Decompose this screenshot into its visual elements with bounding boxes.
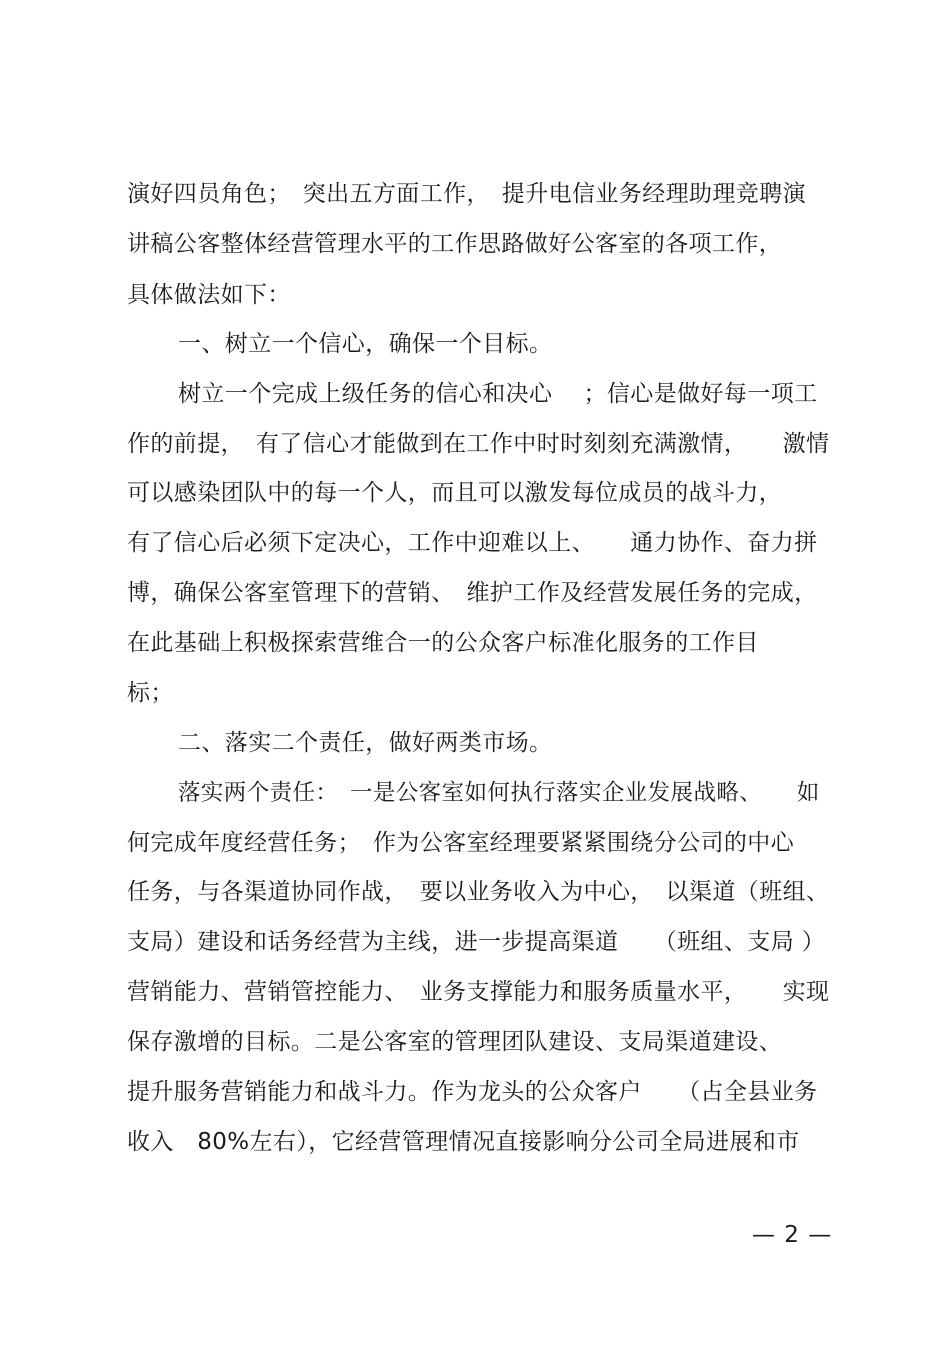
paragraph-line: 保存激增的目标。二是公客室的管理团队建设、支局渠道建设、 [127,1029,783,1055]
paragraph-line: 演好四员角色； 突出五方面工作， 提升电信业务经理助理竞聘演 [127,181,806,207]
paragraph-line: 收入 80%左右），它经营管理情况直接影响分公司全局进展和市 [127,1129,800,1155]
paragraph-line: 在此基础上积极探索营维合一的公众客户标准化服务的工作目 [127,630,759,656]
paragraph-line: 树立一个完成上级任务的信心和决心 ；信心是做好每一项工 [178,381,818,407]
paragraph-line: 讲稿公客整体经营管理水平的工作思路做好公客室的各项工作， [127,231,783,257]
paragraph-line: 提升服务营销能力和战斗力。作为龙头的公众客户 （占全县业务 [127,1079,818,1105]
paragraph-line: 支局）建设和话务经营为主线，进一步提高渠道 （班组、支局 ） [127,929,826,955]
page-number: — 2 — [752,1222,833,1248]
paragraph-line: 作的前提， 有了信心才能做到在工作中时时刻刻充满激情， 激情 [127,431,830,457]
section-heading: 一、树立一个信心，确保一个目标。 [178,331,553,357]
paragraph-line: 营销能力、营销管控能力、 业务支撑能力和服务质量水平， 实现 [127,979,830,1005]
paragraph-line: 任务，与各渠道协同作战， 要以业务收入为中心， 以渠道（班组、 [127,879,830,905]
paragraph-line: 落实两个责任： 一是公客室如何执行落实企业发展战略、 如 [178,780,820,806]
paragraph-line: 博，确保公客室管理下的营销、 维护工作及经营发展任务的完成， [127,580,818,606]
paragraph-line: 有了信心后必须下定决心，工作中迎难以上、 通力协作、奋力拼 [127,530,818,556]
paragraph-line: 具体做法如下： [127,282,291,308]
paragraph-line: 可以感染团队中的每一个人，而且可以激发每位成员的战斗力， [127,480,783,506]
paragraph-line: 何完成年度经营任务； 作为公客室经理要紧紧围绕分公司的中心 [127,830,795,856]
section-heading: 二、落实二个责任，做好两类市场。 [178,730,553,756]
paragraph-line: 标； [127,680,174,706]
